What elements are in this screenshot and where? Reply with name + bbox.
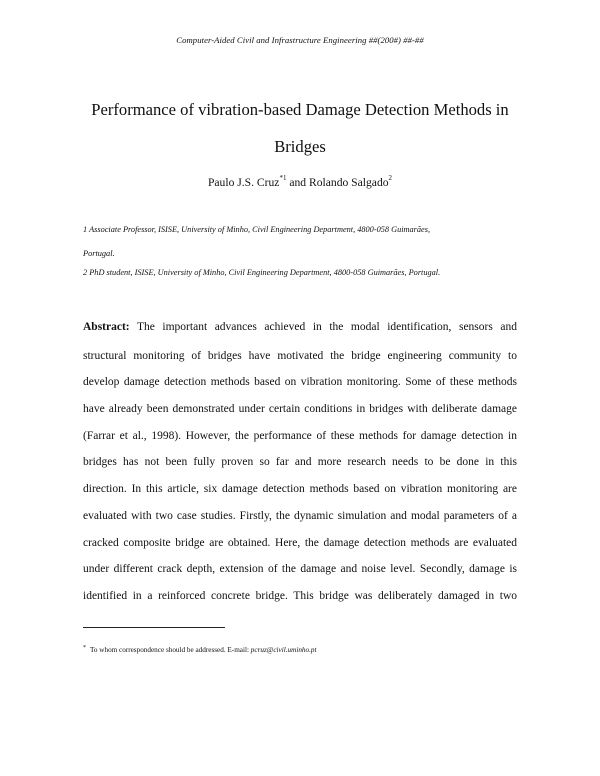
author-1-name: Paulo J.S. Cruz xyxy=(207,176,280,189)
affiliation-1-line-2: Portugal. xyxy=(83,249,115,258)
footnote-email: pcruz@civil.uminho.pt xyxy=(250,646,317,654)
abstract-label: Abstract: xyxy=(83,321,130,333)
footnote-text: To whom correspondence should be addressed. E-mail: xyxy=(90,646,251,654)
abstract-line: identified in a reinforced concrete bridge. This bridge was deliberately damaged in two xyxy=(83,590,517,602)
abstract-line: (Farrar et al., 1998). However, the performance of these methods for damage detection in xyxy=(83,430,517,442)
author-2-name: Rolando Salgado xyxy=(309,176,389,189)
paper-title-line-1: Performance of vibration-based Damage Detection Methods in xyxy=(91,100,509,119)
author-2-marks: 2 xyxy=(388,174,393,182)
author-1-marks: *1 xyxy=(279,174,287,182)
affiliation-1-line-1: 1 Associate Professor, ISISE, University of Minho, Civil Engineering Department, 4800-058 Guimarães, xyxy=(83,225,431,234)
author-connector: and xyxy=(286,176,309,189)
footnote-divider xyxy=(83,627,225,628)
affiliation-2: 2 PhD student, ISISE, University of Minho, Civil Engineering Department, 4800-058 Guimarães, Portugal. xyxy=(83,268,441,277)
abstract-line: have already been demonstrated under certain conditions in bridges with deliberate damage xyxy=(83,403,517,415)
abstract-line: Abstract: The important advances achieved in the modal identification, sensors and xyxy=(83,321,517,333)
abstract-line: structural monitoring of bridges have motivated the bridge engineering community to xyxy=(83,350,517,362)
abstract-line: develop damage detection methods based on vibration monitoring. Some of these methods xyxy=(83,376,517,388)
paper-title-line-2: Bridges xyxy=(274,137,326,156)
journal-header: Computer-Aided Civil and Infrastructure Engineering ##(200#) ##-## xyxy=(176,35,424,45)
author-line xyxy=(0,176,600,189)
footnote xyxy=(83,646,316,654)
abstract-line: cracked composite bridge are obtained. Here, the damage detection methods are evaluated xyxy=(83,537,517,549)
abstract-line: direction. In this article, six damage detection methods based on vibration monitoring are xyxy=(83,483,517,495)
footnote-mark: * xyxy=(83,645,86,651)
abstract-line: under different crack depth, extension of the damage and noise level. Secondly, damage is xyxy=(83,563,517,575)
abstract-line: bridges has not been fully proven so far and more research needs to be done in this xyxy=(83,456,517,468)
abstract-line: evaluated with two case studies. Firstly, the dynamic simulation and modal parameters of a xyxy=(83,510,517,522)
